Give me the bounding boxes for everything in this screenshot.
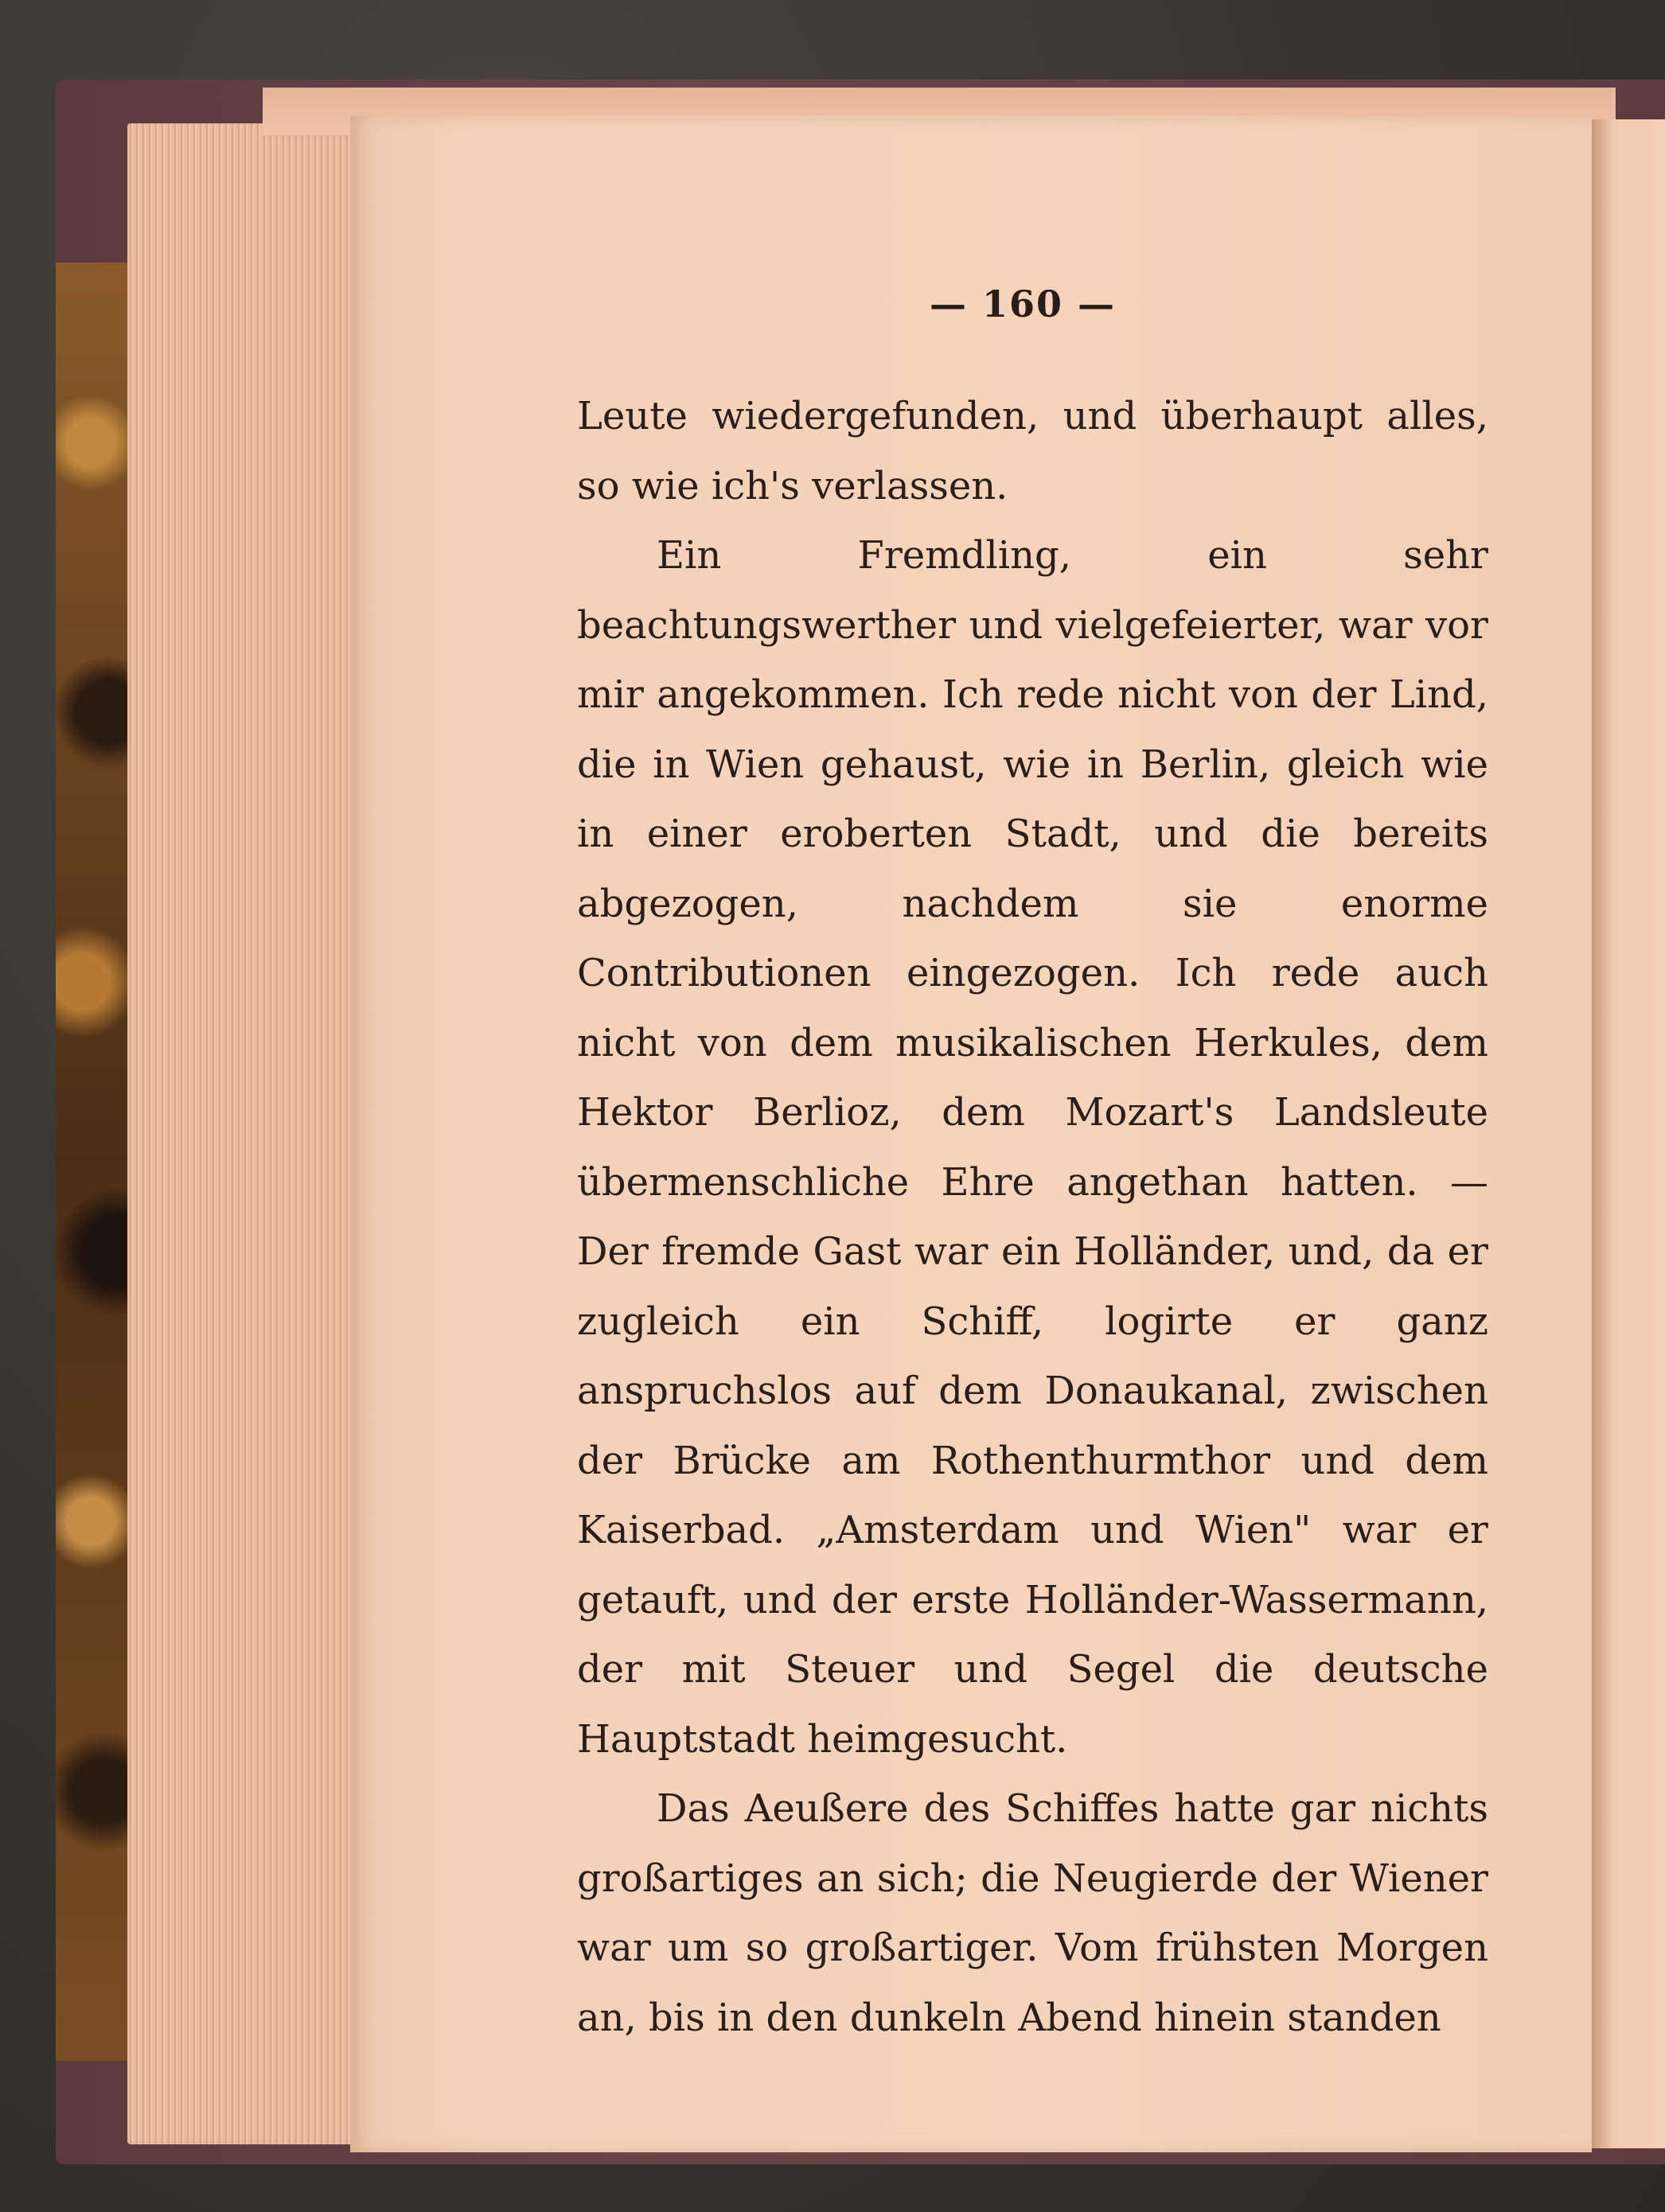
paragraph-2: Ein Fremdling, ein sehr beachtungswerther und vielgefeierter, war vor mir angekommen. Ich rede nicht von der Lind, die in Wien gehaust, wie in Berlin, gleich wie in einer eroberten Stadt, und die bereits abgezogen, nachdem sie enorme Contributionen eingezogen. Ich rede auch nicht von dem musikalischen Herkules, dem Hektor Berlioz, dem Mozart's Landsleute übermenschliche Ehre angethan hatten. — Der fremde Gast war ein Holländer, und, da er zugleich ein Schiff, logirte er ganz anspruchslos auf dem Donaukanal, zwischen der Brücke am Rothenthurmthor und dem Kaiserbad. „Amsterdam und Wien" war er getauft, und der erste Holländer-Wassermann, der mit Steuer und Segel die deutsche Hauptstadt heimgesucht. xyxy=(577,533,1488,1762)
page-stack-edge xyxy=(127,123,358,2144)
page-number: — 160 — xyxy=(929,282,1117,325)
page-text xyxy=(577,382,1488,2053)
facing-page-edge xyxy=(1592,119,1665,2148)
paragraph-3: Das Aeußere des Schiffes hatte gar nichts großartiges an sich; die Neugierde der Wiener war um so großartiger. Vom frühsten Morgen an, bis in den dunkeln Abend hinein standen xyxy=(577,1786,1488,2040)
paragraph-1: Leute wiedergefunden, und überhaupt alles, so wie ich's verlassen. xyxy=(577,394,1488,508)
